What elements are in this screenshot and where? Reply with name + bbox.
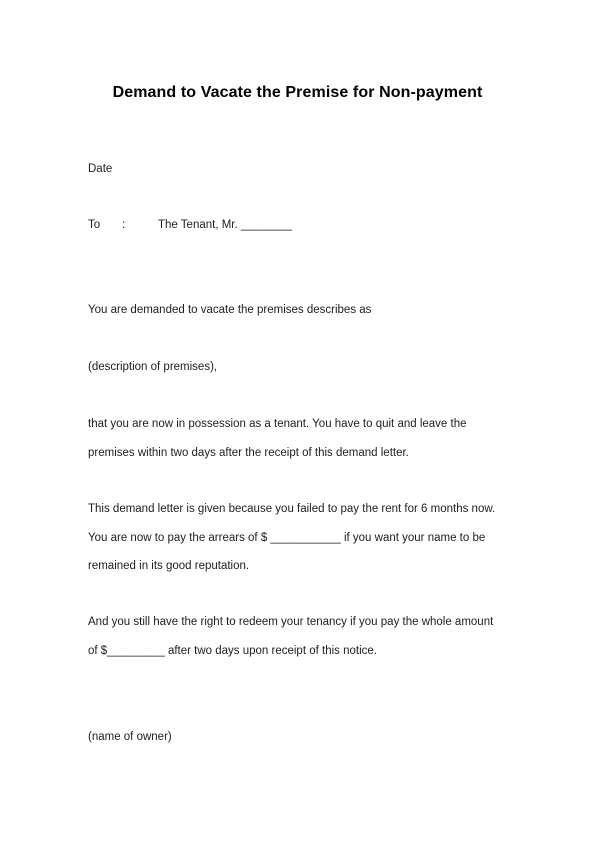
body-line: of $_________ after two days upon receipt of this notice. bbox=[88, 645, 377, 657]
to-label: To bbox=[88, 219, 101, 231]
premises-description: (description of premises), bbox=[88, 361, 218, 373]
body-line: This demand letter is given because you failed to pay the rent for 6 months now. bbox=[88, 503, 496, 515]
to-colon: : bbox=[122, 219, 126, 231]
body-line: that you are now in possession as a tenant. You have to quit and leave the bbox=[88, 418, 467, 430]
document-title: Demand to Vacate the Premise for Non-payment bbox=[112, 84, 483, 101]
body-line: You are now to pay the arrears of $ ___________ if you want your name to be bbox=[88, 532, 486, 544]
date-label: Date bbox=[88, 163, 113, 175]
body-line: And you still have the right to redeem your tenancy if you pay the whole amount bbox=[88, 616, 494, 628]
body-line: premises within two days after the receipt of this demand letter. bbox=[88, 447, 409, 459]
owner-name-placeholder: (name of owner) bbox=[88, 731, 172, 743]
body-line: You are demanded to vacate the premises describes as bbox=[88, 304, 372, 316]
recipient-name: The Tenant, Mr. ________ bbox=[158, 219, 293, 231]
body-line: remained in its good reputation. bbox=[88, 560, 250, 572]
